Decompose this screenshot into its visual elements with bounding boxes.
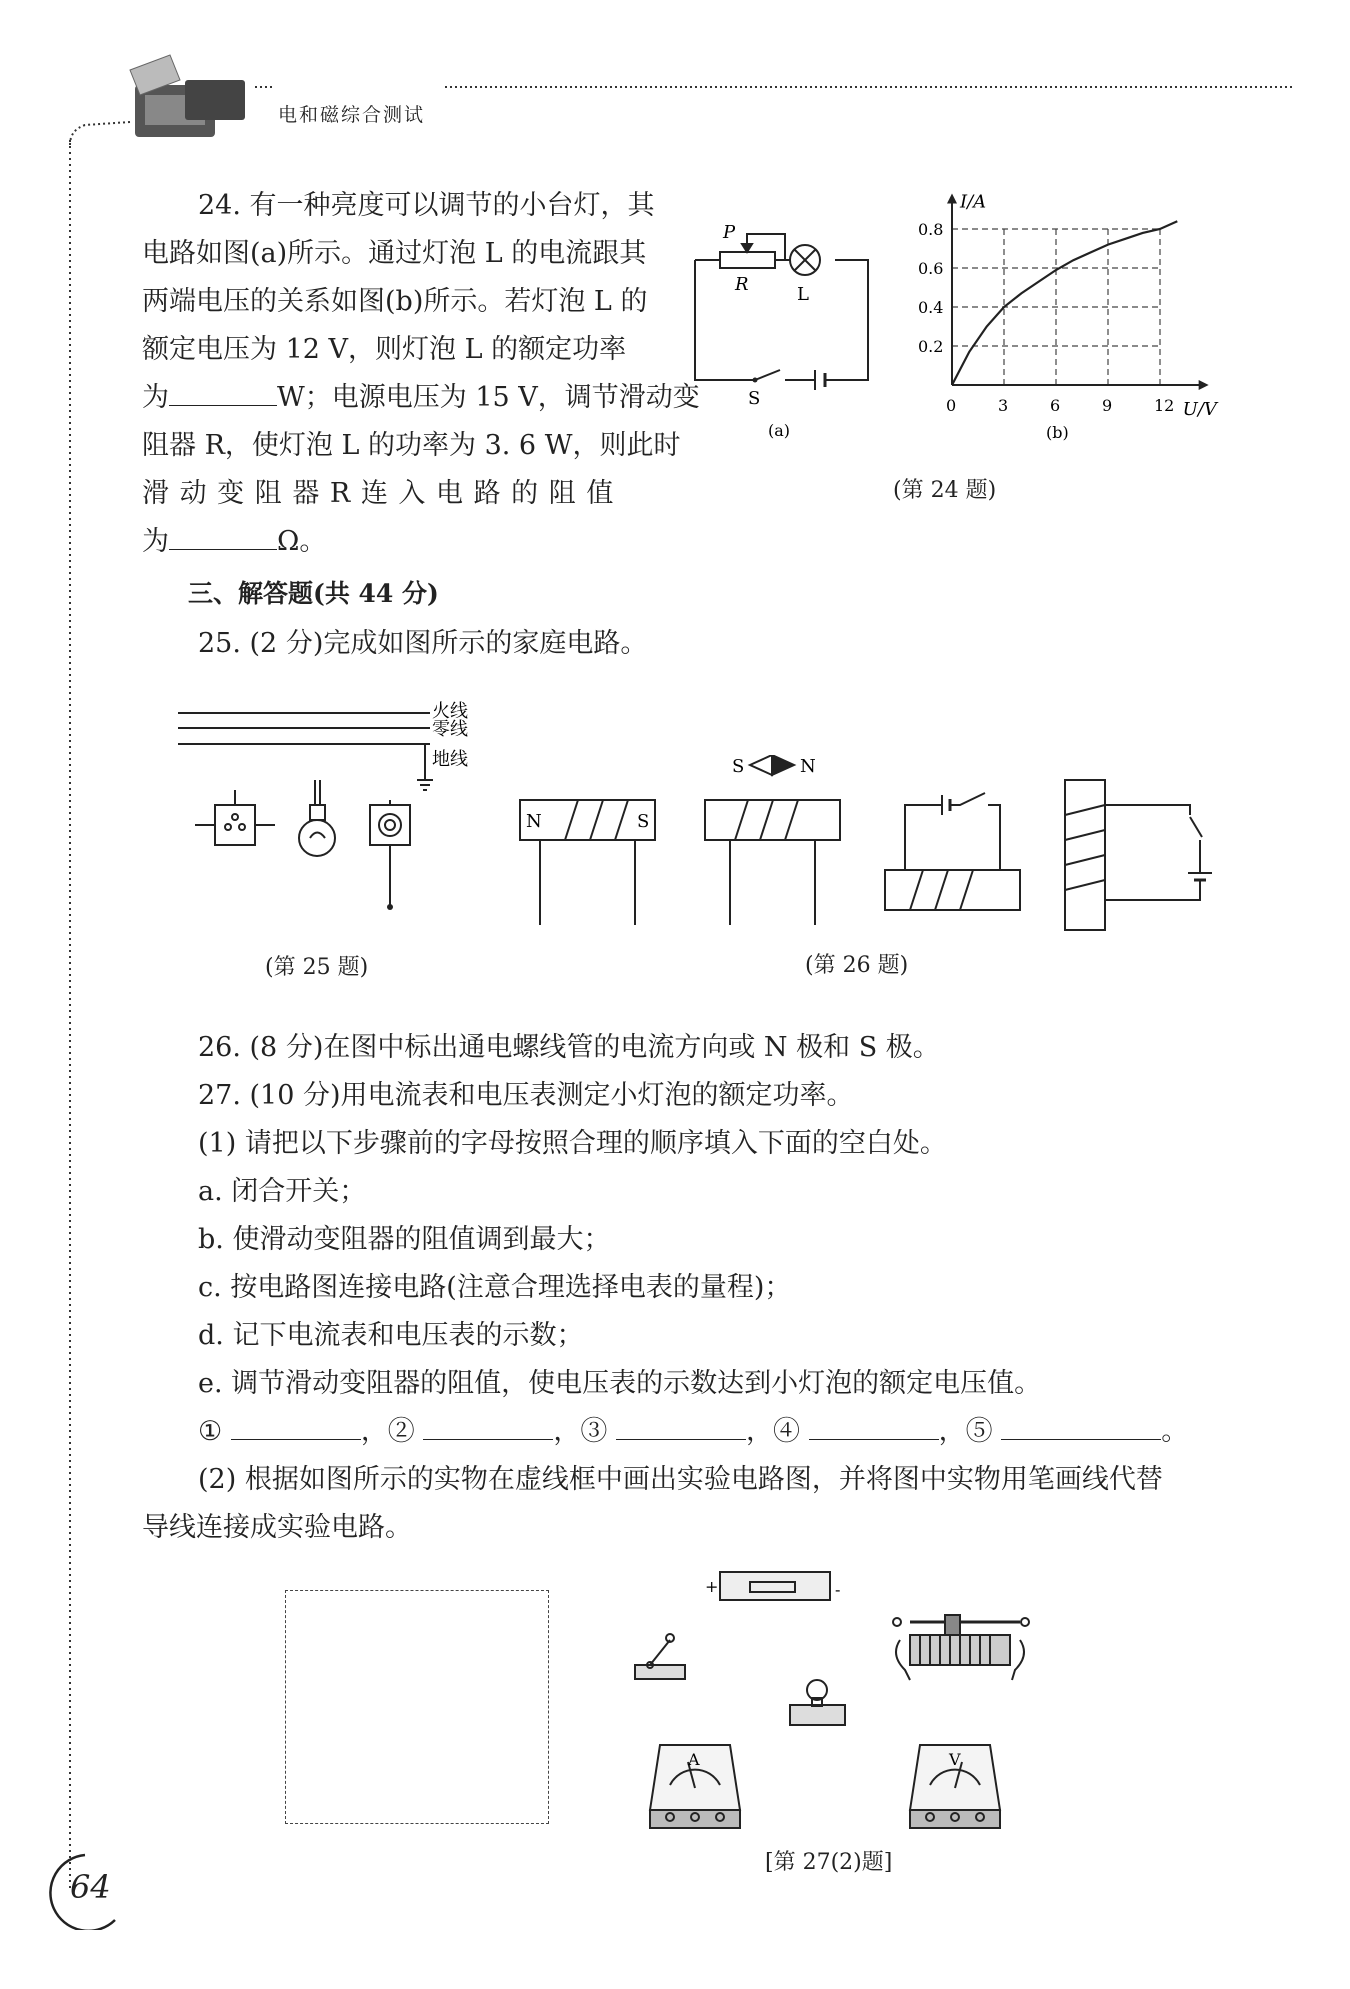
- label-l: L: [797, 284, 809, 305]
- q25-household-circuit: [170, 695, 490, 935]
- order-blank-2[interactable]: [423, 1413, 553, 1440]
- q24-line-3: 两端电压的关系如图(b)所示。若灯泡 L 的: [142, 286, 648, 317]
- q24-line-1: 24. 有一种亮度可以调节的小台灯，其: [198, 190, 655, 221]
- q27-prompt: 27. (10 分)用电流表和电压表测定小灯泡的额定功率。: [198, 1080, 854, 1111]
- lamp-icon: [790, 1680, 845, 1725]
- q24-blank-2[interactable]: [169, 523, 277, 550]
- x-axis-label: U/V: [1182, 399, 1217, 420]
- q26-solenoid-diagrams: [510, 755, 1250, 935]
- order-blank-1[interactable]: [231, 1413, 361, 1440]
- q24-iu-chart: [900, 180, 1240, 450]
- q24-line-2: 电路如图(a)所示。通过灯泡 L 的电流跟其: [142, 238, 647, 269]
- order-mark-3: ，③: [553, 1416, 608, 1447]
- y-axis-arrow: [947, 194, 957, 204]
- q24-line-5: [142, 374, 700, 422]
- section-title: 电和磁综合测试: [278, 104, 426, 126]
- x-tick-label: 9: [1102, 396, 1113, 415]
- x-tick-label: 6: [1050, 396, 1061, 415]
- q24-wei-1: 为: [142, 382, 169, 413]
- q27-step-e: e. 调节滑动变阻器的阻值，使电压表的示数达到小灯泡的额定电压值。: [198, 1368, 1042, 1399]
- ammeter-label: A: [688, 1750, 700, 1769]
- q24-line-7: 滑 动 变 阻 器 R 连 入 电 路 的 阻 值: [142, 478, 614, 509]
- battery-minus-label: -: [835, 1580, 841, 1599]
- q26-caption: (第 26 题): [805, 953, 909, 978]
- y-tick-label: 0.8: [918, 220, 944, 239]
- order-mark-end: 。: [1161, 1416, 1189, 1447]
- y-axis-label: I/A: [960, 191, 987, 213]
- q27-apparatus: [620, 1560, 1100, 1850]
- iu-curve: [952, 221, 1177, 385]
- q24-blank-1[interactable]: [169, 379, 277, 406]
- order-mark-4: ，④: [746, 1416, 800, 1447]
- page-margin-line: [65, 140, 75, 1890]
- order-mark-5: ，⑤: [938, 1416, 993, 1447]
- q24-line-6: 阻器 R，使灯泡 L 的功率为 3. 6 W，则此时: [142, 430, 681, 461]
- voltmeter-label: V: [949, 1750, 961, 1769]
- order-blank-4[interactable]: [809, 1413, 939, 1440]
- order-mark-1: ①: [198, 1416, 223, 1447]
- q24-circuit-diagram: [680, 210, 900, 450]
- battery-plus-label: +: [705, 1577, 719, 1596]
- x-tick-label: 12: [1154, 396, 1175, 415]
- label-s: S: [748, 388, 761, 409]
- label-r: R: [735, 274, 749, 295]
- x-tick-label: 0: [946, 396, 957, 415]
- q27-order-row: [198, 1408, 1188, 1456]
- q24-line-5-text: W；电源电压为 15 V，调节滑动变: [277, 382, 700, 413]
- circuit-drawing-box[interactable]: [285, 1590, 549, 1824]
- q27-step-a: a. 闭合开关；: [198, 1176, 367, 1207]
- compass-s-label: S: [732, 756, 745, 777]
- q24-wei-2: 为: [142, 526, 169, 557]
- solenoid1-s-label: S: [637, 811, 650, 832]
- q27-sub1: (1) 请把以下步骤前的字母按照合理的顺序填入下面的空白处。: [198, 1128, 947, 1159]
- y-tick-label: 0.2: [918, 337, 944, 356]
- q27-sub2-line-1: (2) 根据如图所示的实物在虚线框中画出实验电路图，并将图中实物用笔画线代替: [198, 1464, 1163, 1495]
- rheostat-icon: [893, 1615, 1029, 1680]
- q24-line-8: [142, 518, 326, 566]
- x-axis-arrow: [1199, 380, 1209, 390]
- q24-line-8-text: Ω。: [277, 526, 327, 557]
- wire-live-label: 火线: [432, 701, 468, 722]
- x-tick-label: 3: [998, 396, 1009, 415]
- order-blank-5[interactable]: [1001, 1413, 1161, 1440]
- q27-step-d: d. 记下电流表和电压表的示数；: [198, 1320, 584, 1351]
- section-3-heading: 三、解答题(共 44 分): [188, 579, 439, 608]
- wire-neutral-label: 零线: [432, 719, 468, 740]
- order-mark-2: ，②: [360, 1416, 415, 1447]
- y-tick-label: 0.6: [918, 259, 944, 278]
- q27-sub2-line-2: 导线连接成实验电路。: [142, 1512, 412, 1543]
- solenoid1-n-label: N: [526, 811, 542, 832]
- clip-icon: [130, 55, 245, 137]
- fig-b-label: (b): [1046, 423, 1069, 442]
- q25-caption: (第 25 题): [265, 955, 369, 980]
- label-p: P: [723, 222, 736, 243]
- switch-icon: [635, 1634, 685, 1679]
- q27-step-c: c. 按电路图连接电路(注意合理选择电表的量程)；: [198, 1272, 792, 1303]
- compass-n-label: N: [800, 756, 816, 777]
- q27-caption: [第 27(2)题]: [765, 1850, 893, 1875]
- q27-step-b: b. 使滑动变阻器的阻值调到最大；: [198, 1224, 611, 1255]
- order-blank-3[interactable]: [616, 1413, 746, 1440]
- fig-a-label: (a): [768, 421, 791, 440]
- wire-ground-label: 地线: [432, 749, 468, 770]
- battery-icon: [720, 1572, 830, 1600]
- q24-line-4: 额定电压为 12 V，则灯泡 L 的额定功率: [142, 334, 627, 365]
- header-decoration: [60, 50, 1300, 150]
- y-tick-label: 0.4: [918, 298, 944, 317]
- q24-caption: (第 24 题): [893, 478, 997, 503]
- q26-prompt: 26. (8 分)在图中标出通电螺线管的电流方向或 N 极和 S 极。: [198, 1032, 940, 1063]
- page-number: 64: [70, 1868, 111, 1906]
- q25-prompt: 25. (2 分)完成如图所示的家庭电路。: [198, 628, 648, 659]
